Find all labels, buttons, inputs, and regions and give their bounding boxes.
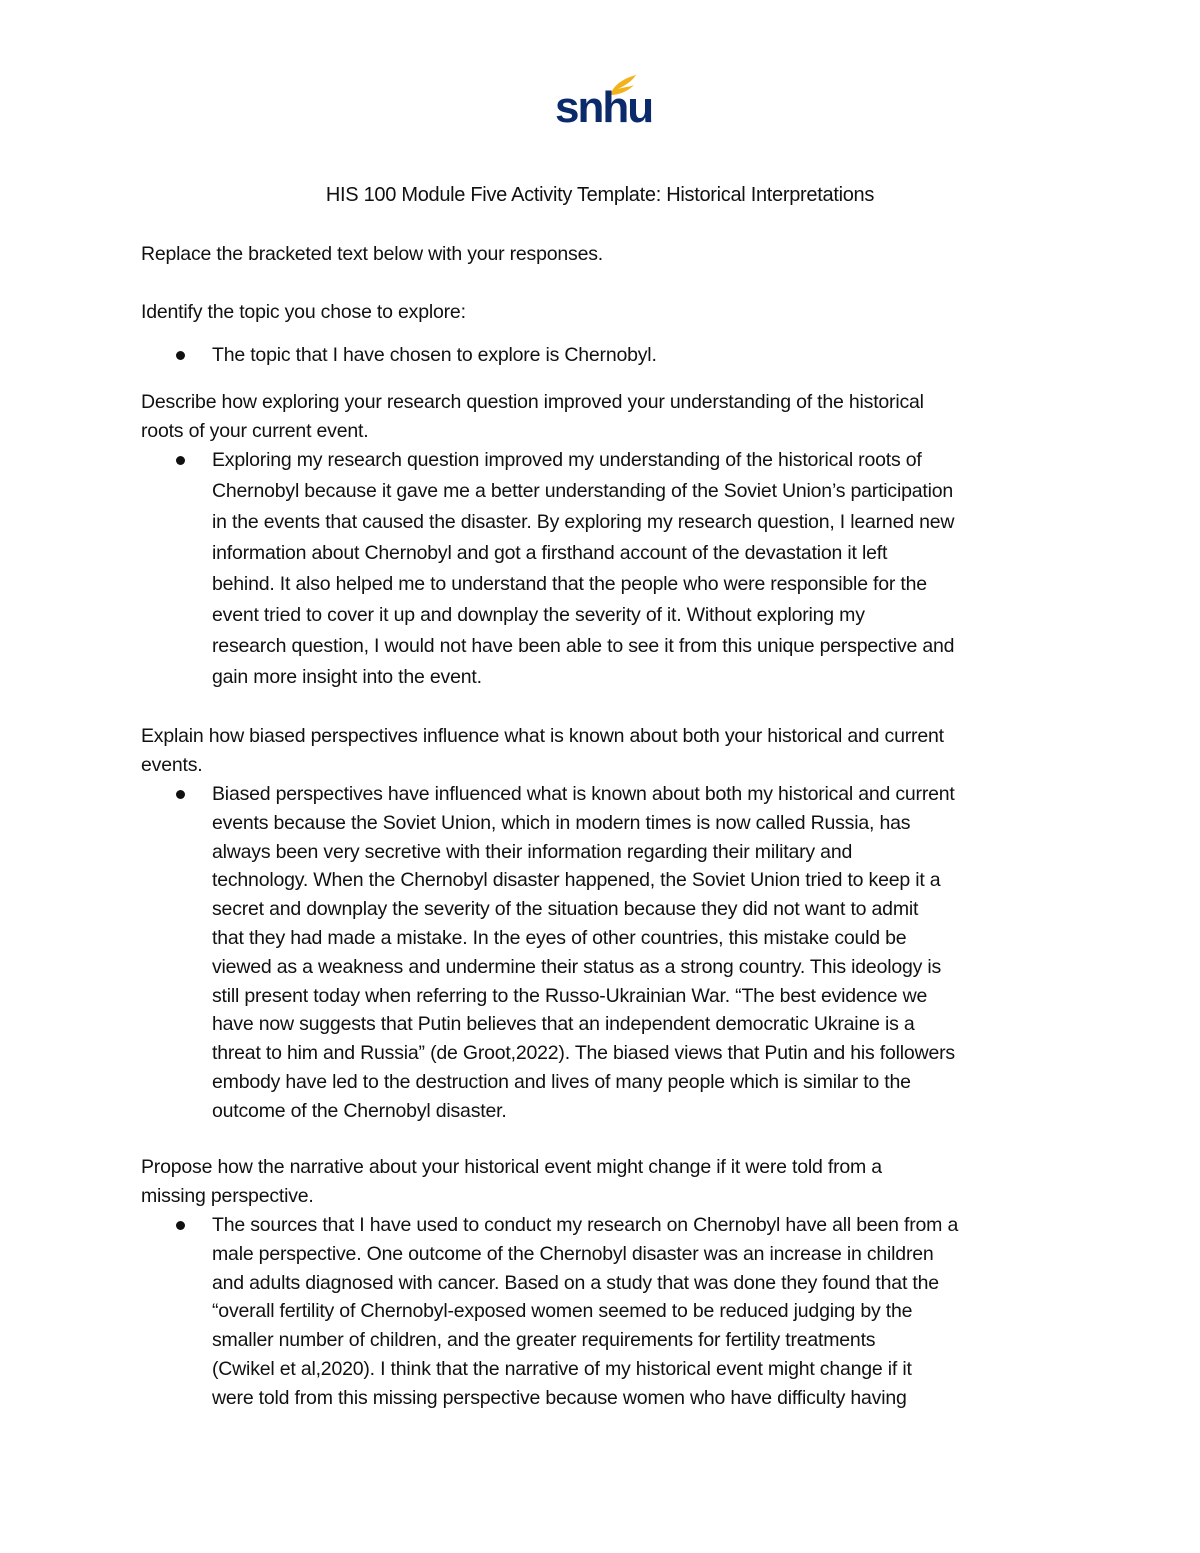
response-line: gain more insight into the event. <box>212 666 482 688</box>
response-line: events because the Soviet Union, which in modern times is now called Russia, has <box>212 811 911 834</box>
response-line: Biased perspectives have influenced what is known about both my historical and current <box>212 783 955 805</box>
bullet-icon <box>176 790 185 799</box>
snhu-logo <box>548 70 653 138</box>
bullet-icon <box>176 1221 185 1230</box>
section-3-prompt-line-2: events. <box>141 754 203 776</box>
response-line: in the events that caused the disaster. By exploring my research question, I learned new <box>212 511 955 533</box>
section-4-prompt-line-1: Propose how the narrative about your historical event might change if it were told from a <box>141 1156 882 1178</box>
response-line: always been very secretive with their information regarding their military and <box>212 840 853 863</box>
logo-wordmark: snhu <box>555 83 653 132</box>
response-line: threat to him and Russia” (de Groot,2022). The biased views that Putin and his followers <box>212 1042 955 1065</box>
response-line: were told from this missing perspective because women who have difficulty having <box>212 1386 907 1409</box>
response-line: still present today when referring to the Russo-Ukrainian War. “The best evidence we <box>212 984 928 1007</box>
response-line: viewed as a weakness and undermine their status as a strong country. This ideology is <box>212 955 942 978</box>
section-1-prompt-line-1: Identify the topic you chose to explore: <box>141 301 466 323</box>
section-3-response <box>212 780 1072 1126</box>
response-line: (Cwikel et al,2020). I think that the narrative of my historical event might change if it <box>212 1357 912 1380</box>
response-line: information about Chernobyl and got a firsthand account of the devastation it left <box>212 542 888 564</box>
bullet-icon <box>176 351 185 360</box>
response-line: male perspective. One outcome of the Chernobyl disaster was an increase in children <box>212 1242 934 1265</box>
section-2-response <box>212 445 1072 693</box>
response-line: smaller number of children, and the greater requirements for fertility treatments <box>212 1329 876 1352</box>
response-line: embody have led to the destruction and lives of many people which is similar to the <box>212 1070 911 1093</box>
section-4-prompt-line-2: missing perspective. <box>141 1185 314 1207</box>
response-line: event tried to cover it up and downplay the severity of it. Without exploring my <box>212 604 865 626</box>
response-line: technology. When the Chernobyl disaster happened, the Soviet Union tried to keep it a <box>212 869 941 892</box>
bullet-icon <box>176 456 185 465</box>
response-line: “overall fertility of Chernobyl-exposed women seemed to be reduced judging by the <box>212 1300 913 1323</box>
response-line: secret and downplay the severity of the situation because they did not want to admit <box>212 898 919 921</box>
section-2-prompt-line-2: roots of your current event. <box>141 420 369 442</box>
section-2-prompt-line-1: Describe how exploring your research question improved your understanding of the historical <box>141 391 924 413</box>
response-line: Exploring my research question improved my understanding of the historical roots of <box>212 449 922 471</box>
section-3-prompt-line-1: Explain how biased perspectives influence what is known about both your historical and current <box>141 725 944 747</box>
response-line: behind. It also helped me to understand that the people who were responsible for the <box>212 573 927 595</box>
response-line: and adults diagnosed with cancer. Based on a study that was done they found that the <box>212 1271 939 1294</box>
response-line: have now suggests that Putin believes that an independent democratic Ukraine is a <box>212 1013 915 1036</box>
page-title: HIS 100 Module Five Activity Template: Historical Interpretations <box>325 184 875 206</box>
response-line: The sources that I have used to conduct my research on Chernobyl have all been from a <box>212 1214 959 1236</box>
section-1-response <box>212 340 1072 371</box>
response-line: Chernobyl because it gave me a better understanding of the Soviet Union’s participation <box>212 480 954 502</box>
section-4-response <box>212 1211 1072 1413</box>
instruction-text: Replace the bracketed text below with your responses. <box>141 243 603 265</box>
response-line: research question, I would not have been able to see it from this unique perspective and <box>212 635 955 657</box>
response-line: The topic that I have chosen to explore is Chernobyl. <box>212 344 657 366</box>
response-line: that they had made a mistake. In the eyes of other countries, this mistake could be <box>212 926 907 949</box>
response-line: outcome of the Chernobyl disaster. <box>212 1099 507 1122</box>
